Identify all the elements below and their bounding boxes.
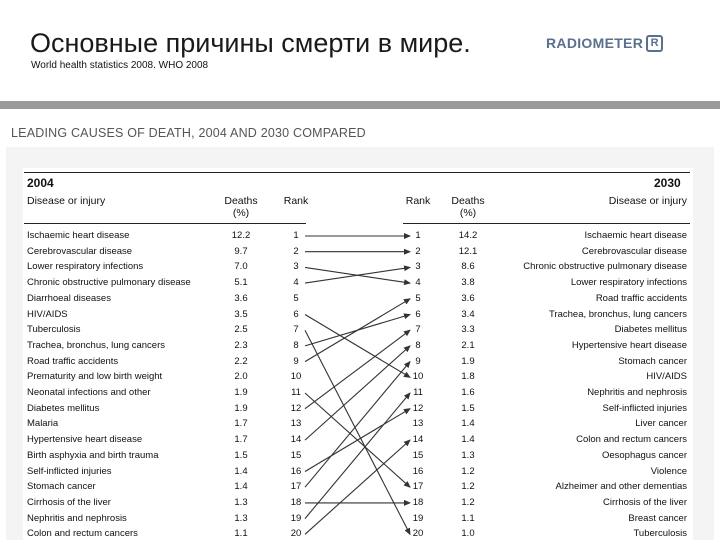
deaths-2004: 2.3 bbox=[234, 339, 248, 351]
rank-2004: 14 bbox=[290, 434, 302, 446]
rank-link-arrow bbox=[305, 315, 410, 378]
disease-2004: Malaria bbox=[27, 418, 59, 430]
deaths-2030: 1.3 bbox=[461, 449, 475, 461]
rank-link-arrow bbox=[305, 330, 410, 409]
logo-text: RADIOMETER bbox=[546, 35, 644, 51]
rank-2004: 16 bbox=[290, 465, 302, 477]
disease-2004: Hypertensive heart disease bbox=[27, 434, 143, 446]
rank-2030: 12 bbox=[412, 402, 424, 414]
rank-2004: 18 bbox=[290, 496, 302, 508]
disease-2030: Alzheimer and other dementias bbox=[555, 481, 687, 493]
rank-2004: 5 bbox=[293, 292, 299, 304]
rank-2004: 13 bbox=[290, 418, 302, 430]
disease-2004: Nephritis and nephrosis bbox=[27, 512, 127, 524]
deaths-2004: 2.5 bbox=[234, 324, 248, 336]
deaths-2030: 1.2 bbox=[461, 496, 475, 508]
deaths-2004: 2.2 bbox=[234, 355, 248, 367]
disease-2030: Trachea, bronchus, lung cancers bbox=[548, 308, 687, 320]
rank-2004: 8 bbox=[293, 339, 299, 351]
deaths-2004: 1.7 bbox=[234, 418, 248, 430]
col-disease-right: Disease or injury bbox=[608, 195, 687, 207]
deaths-2004: 1.4 bbox=[234, 465, 248, 477]
deaths-2030: 1.1 bbox=[461, 512, 475, 524]
disease-2004: Neonatal infections and other bbox=[27, 387, 151, 398]
rank-2030: 2 bbox=[415, 245, 421, 257]
rank-2004: 1 bbox=[293, 230, 299, 241]
rank-2030: 16 bbox=[412, 465, 424, 477]
disease-2030: Self-inflicted injuries bbox=[602, 402, 687, 414]
disease-2030: Stomach cancer bbox=[618, 355, 687, 367]
rank-2030: 4 bbox=[415, 277, 421, 289]
disease-2030: HIV/AIDS bbox=[646, 371, 687, 383]
disease-2004: Colon and rectum cancers bbox=[27, 528, 138, 540]
deaths-2004: 1.4 bbox=[234, 481, 248, 493]
col-rank-left: Rank bbox=[283, 195, 309, 207]
disease-2030: Oesophagus cancer bbox=[601, 449, 687, 461]
disease-2030: Tuberculosis bbox=[633, 528, 687, 540]
slide-title: Основные причины смерти в мире. bbox=[30, 28, 471, 58]
rank-2004: 15 bbox=[290, 449, 302, 461]
deaths-2030: 14.2 bbox=[458, 230, 478, 241]
disease-2030: Violence bbox=[650, 465, 687, 477]
rank-2030: 3 bbox=[415, 261, 421, 273]
disease-2030: Cirrhosis of the liver bbox=[603, 496, 687, 508]
disease-2030: Liver cancer bbox=[635, 418, 687, 430]
rank-2004: 12 bbox=[290, 402, 302, 414]
rank-2030: 17 bbox=[412, 481, 424, 493]
disease-2004: Lower respiratory infections bbox=[27, 261, 144, 273]
deaths-2004: 3.6 bbox=[234, 292, 248, 304]
rank-link-arrow bbox=[305, 299, 410, 362]
disease-2030: Road traffic accidents bbox=[595, 292, 687, 304]
deaths-2030: 3.6 bbox=[461, 292, 475, 304]
disease-2004: HIV/AIDS bbox=[27, 308, 68, 320]
col-rank-right: Rank bbox=[405, 195, 431, 207]
disease-2004: Birth asphyxia and birth trauma bbox=[27, 449, 159, 461]
deaths-2030: 8.6 bbox=[461, 261, 475, 273]
rank-2030: 8 bbox=[415, 339, 421, 351]
deaths-2030: 12.1 bbox=[458, 245, 478, 257]
table-heading: LEADING CAUSES OF DEATH, 2004 AND 2030 COMPARED bbox=[11, 126, 366, 140]
disease-2004: Chronic obstructive pulmonary disease bbox=[27, 277, 191, 289]
rank-2004: 11 bbox=[291, 387, 301, 398]
disease-2030: Nephritis and nephrosis bbox=[587, 387, 687, 398]
deaths-2030: 3.4 bbox=[461, 308, 475, 320]
rank-link-arrow bbox=[305, 440, 410, 534]
col-deaths-left-label: Deaths bbox=[224, 195, 258, 207]
rank-2004: 10 bbox=[290, 371, 302, 383]
rank-2030: 10 bbox=[412, 371, 424, 383]
rank-2004: 17 bbox=[290, 481, 302, 493]
rank-2030: 20 bbox=[412, 528, 424, 540]
disease-2030: Colon and rectum cancers bbox=[576, 434, 687, 446]
disease-2004: Self-inflicted injuries bbox=[27, 465, 112, 477]
disease-2004: Diabetes mellitus bbox=[27, 402, 100, 414]
rank-2030: 13 bbox=[412, 418, 424, 430]
deaths-2004: 1.7 bbox=[234, 434, 248, 446]
deaths-2004: 3.5 bbox=[234, 308, 248, 320]
registered-mark-icon: R bbox=[646, 35, 663, 52]
rank-link-arrow bbox=[305, 362, 410, 488]
deaths-2030: 1.6 bbox=[461, 387, 475, 398]
rank-link-arrow bbox=[305, 330, 410, 534]
deaths-2030: 1.9 bbox=[461, 355, 475, 367]
disease-2004: Trachea, bronchus, lung cancers bbox=[27, 339, 166, 351]
rank-2030: 15 bbox=[412, 449, 424, 461]
disease-2030: Chronic obstructive pulmonary disease bbox=[523, 261, 687, 273]
deaths-2004: 1.5 bbox=[234, 449, 248, 461]
deaths-2030: 3.8 bbox=[461, 277, 475, 289]
rank-2004: 4 bbox=[293, 277, 299, 289]
disease-2004: Tuberculosis bbox=[27, 324, 81, 336]
disease-2030: Lower respiratory infections bbox=[570, 277, 687, 289]
deaths-2004: 5.1 bbox=[234, 277, 248, 289]
rank-2030: 14 bbox=[412, 434, 424, 446]
col-deaths-right-label: Deaths bbox=[451, 195, 485, 207]
rank-2004: 19 bbox=[290, 512, 302, 524]
disease-2004: Ischaemic heart disease bbox=[27, 230, 130, 241]
deaths-2004: 9.7 bbox=[234, 245, 248, 257]
deaths-2030: 3.3 bbox=[461, 324, 475, 336]
deaths-2004: 12.2 bbox=[231, 230, 251, 241]
col-deaths-left-unit: (%) bbox=[232, 207, 250, 219]
rank-2004: 9 bbox=[293, 355, 299, 367]
rank-2004: 7 bbox=[293, 324, 299, 336]
disease-2004: Prematurity and low birth weight bbox=[27, 371, 163, 383]
col-disease-left: Disease or injury bbox=[27, 195, 106, 207]
rank-2030: 1 bbox=[415, 230, 421, 241]
deaths-2030: 1.0 bbox=[461, 528, 475, 540]
disease-2030: Hypertensive heart disease bbox=[571, 339, 687, 351]
deaths-2004: 1.1 bbox=[234, 528, 248, 540]
rank-link-arrow bbox=[305, 393, 410, 519]
deaths-2004: 2.0 bbox=[234, 371, 248, 383]
deaths-2030: 1.4 bbox=[461, 418, 475, 430]
deaths-2004: 7.0 bbox=[234, 261, 248, 273]
rank-2004: 6 bbox=[293, 308, 299, 320]
rank-2030: 11 bbox=[413, 387, 423, 398]
rank-2004: 2 bbox=[293, 245, 299, 257]
deaths-2004: 1.3 bbox=[234, 512, 248, 524]
disease-2030: Ischaemic heart disease bbox=[584, 230, 687, 241]
disease-2030: Diabetes mellitus bbox=[614, 324, 687, 336]
disease-2030: Cerebrovascular disease bbox=[581, 245, 687, 257]
disease-2004: Diarrhoeal diseases bbox=[27, 292, 111, 304]
year-2004-label: 2004 bbox=[27, 176, 54, 190]
rank-2030: 7 bbox=[415, 324, 421, 336]
disease-2030: Breast cancer bbox=[628, 512, 687, 524]
deaths-2030: 1.2 bbox=[461, 465, 475, 477]
rank-2004: 20 bbox=[290, 528, 302, 540]
rank-2004: 3 bbox=[293, 261, 299, 273]
rank-2030: 9 bbox=[415, 355, 421, 367]
rank-2030: 5 bbox=[415, 292, 421, 304]
disease-2004: Road traffic accidents bbox=[27, 355, 119, 367]
deaths-2030: 2.1 bbox=[461, 339, 475, 351]
deaths-2030: 1.2 bbox=[461, 481, 475, 493]
rank-2030: 19 bbox=[412, 512, 424, 524]
disease-2004: Cirrhosis of the liver bbox=[27, 496, 111, 508]
deaths-2030: 1.5 bbox=[461, 402, 475, 414]
deaths-2004: 1.9 bbox=[234, 387, 248, 398]
rank-link-arrow bbox=[305, 409, 410, 472]
disease-2004: Stomach cancer bbox=[27, 481, 96, 493]
rank-2030: 6 bbox=[415, 308, 421, 320]
slide-subtitle: World health statistics 2008. WHO 2008 bbox=[31, 60, 209, 71]
deaths-2030: 1.4 bbox=[461, 434, 475, 446]
disease-2004: Cerebrovascular disease bbox=[27, 245, 133, 257]
deaths-2004: 1.3 bbox=[234, 496, 248, 508]
deaths-2030: 1.8 bbox=[461, 371, 475, 383]
rank-2030: 18 bbox=[412, 496, 424, 508]
year-2030-label: 2030 bbox=[654, 176, 681, 190]
col-deaths-right-unit: (%) bbox=[459, 207, 477, 219]
deaths-2004: 1.9 bbox=[234, 402, 248, 414]
